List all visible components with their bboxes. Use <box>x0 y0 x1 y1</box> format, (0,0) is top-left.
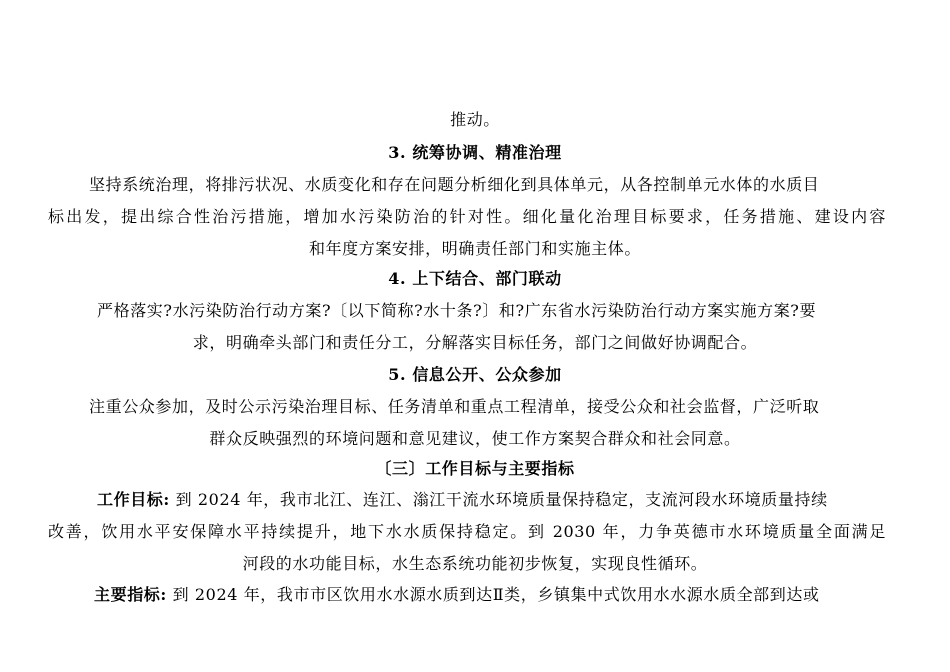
paragraph-line: 标出发，提出综合性治污措施，增加水污染防治的针对性。细化量化治理目标要求，任务措施、建设内容 <box>48 207 886 226</box>
paragraph-tail: 推动。 <box>450 110 500 129</box>
paragraph-line: 坚持系统治理，将排污状况、水质变化和存在问题分析细化到具体单元，从各控制单元水体的水质目 <box>89 175 820 194</box>
section-heading-4: 4. 上下结合、部门联动 <box>388 269 562 288</box>
paragraph-line: 群众反映强烈的环境问题和意见建议，使工作方案契合群众和社会同意。 <box>209 429 741 448</box>
work-goal-line <box>97 489 828 511</box>
main-indicators-label: 主要指标: <box>94 585 167 604</box>
section-heading-3: 3. 统筹协调、精准治理 <box>388 143 562 162</box>
subsection-heading: 〔三〕工作目标与主要指标 <box>375 459 575 478</box>
section-heading-5: 5. 信息公开、公众参加 <box>388 365 562 384</box>
paragraph-line: 严格落实?水污染防治行动方案?〔以下简称?水十条?〕和?广东省水污染防治行动方案实施方案?要 <box>97 301 817 320</box>
paragraph-line: 河段的水功能目标，水生态系统功能初步恢复，实现良性循环。 <box>242 554 708 573</box>
work-goal-text: 到 2024 年，我市北江、连江、滃江干流水环境质量保持稳定，支流河段水环境质量持续 <box>175 490 828 509</box>
paragraph-line: 改善，饮用水平安保障水平持续提升，地下水水质保持稳定。到 2030 年，力争英德市水环境质量全面满足 <box>48 522 886 541</box>
main-indicators-text: 到 2024 年，我市市区饮用水水源水质到达Ⅱ类，乡镇集中式饮用水水源水质全部到达或 <box>172 585 820 604</box>
main-indicators-line <box>94 584 820 606</box>
paragraph-line: 求，明确牵头部门和责任分工，分解落实目标任务，部门之间做好协调配合。 <box>192 333 758 352</box>
paragraph-line: 和年度方案安排，明确责任部门和实施主体。 <box>308 239 641 258</box>
work-goal-label: 工作目标: <box>97 490 170 509</box>
paragraph-line: 注重公众参加，及时公示污染治理目标、任务清单和重点工程清单，接受公众和社会监督，广泛听取 <box>89 397 820 416</box>
